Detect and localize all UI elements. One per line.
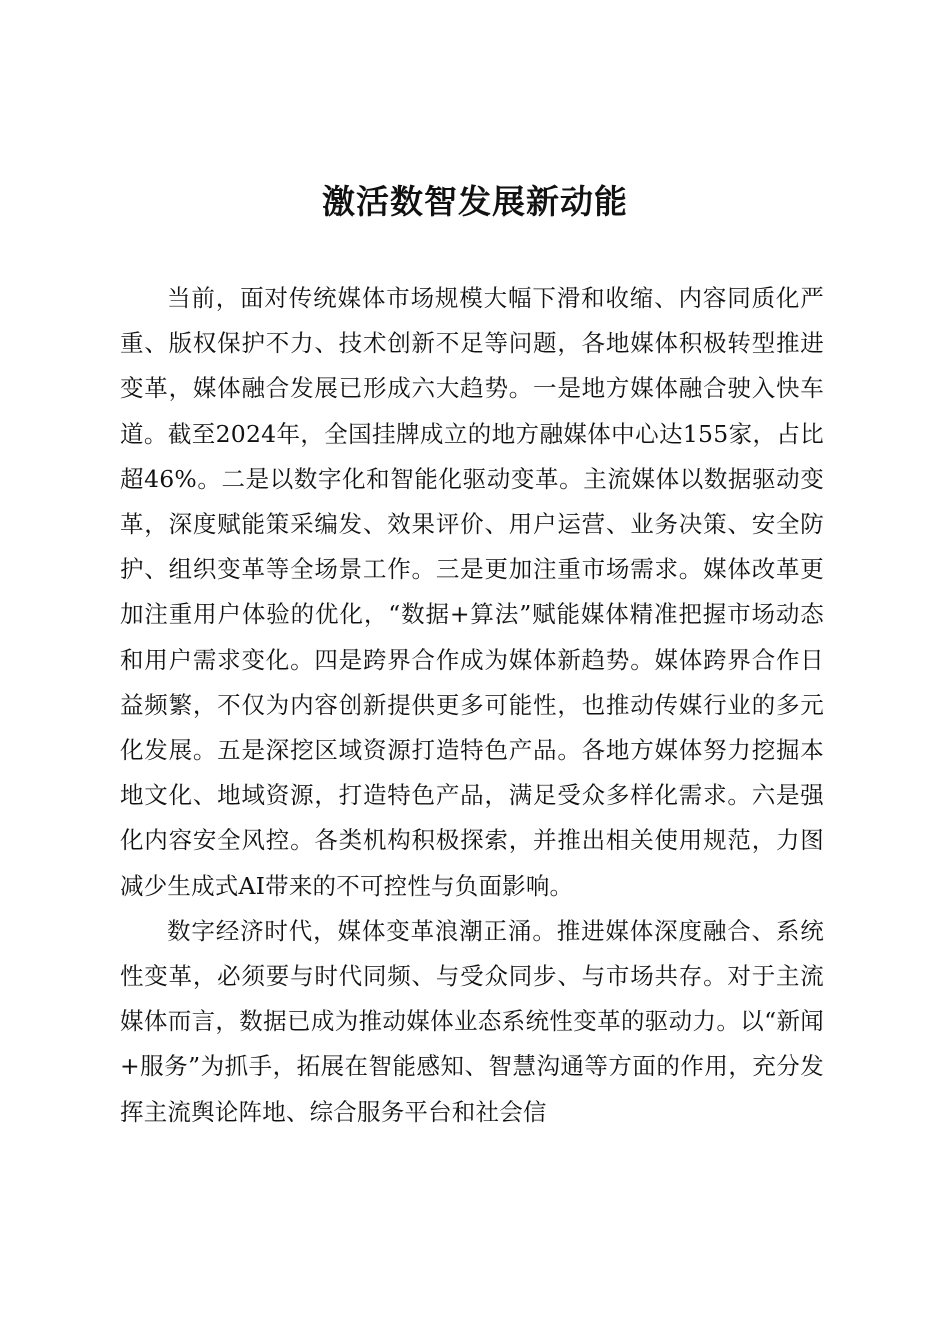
body-paragraph-2: 数字经济时代，媒体变革浪潮正涌。推进媒体深度融合、系统性变革，必须要与时代同频、与受众同步、与市场共存。对于主流媒体而言，数据已成为推动媒体业态系统性变革的驱动力。以“新闻+服务”为抓手，拓展在智能感知、智慧沟通等方面的作用，充分发挥主流舆论阵地、综合服务平台和社会信: [120, 916, 824, 1126]
document-title: 激活数智发展新动能: [322, 182, 628, 221]
document-body: [120, 276, 824, 1135]
body-paragraph-1: 当前，面对传统媒体市场规模大幅下滑和收缩、内容同质化严重、版权保护不力、技术创新不足等问题，各地媒体积极转型推进变革，媒体融合发展已形成六大趋势。一是地方媒体融合驶入快车道。截至2024年，全国挂牌成立的地方融媒体中心达155家，占比超46%。二是以数字化和智能化驱动变革。主流媒体以数据驱动变革，深度赋能策采编发、效果评价、用户运营、业务决策、安全防护、组织变革等全场景工作。三是更加注重市场需求。媒体改革更加注重用户体验的优化，“数据+算法”赋能媒体精准把握市场动态和用户需求变化。四是跨界合作成为媒体新趋势。媒体跨界合作日益频繁，不仅为内容创新提供更多可能性，也推动传媒行业的多元化发展。五是深挖区域资源打造特色产品。各地方媒体努力挖掘本地文化、地域资源，打造特色产品，满足受众多样化需求。六是强化内容安全风控。各类机构积极探索，并推出相关使用规范，力图减少生成式AI带来的不可控性与负面影响。: [120, 284, 824, 900]
